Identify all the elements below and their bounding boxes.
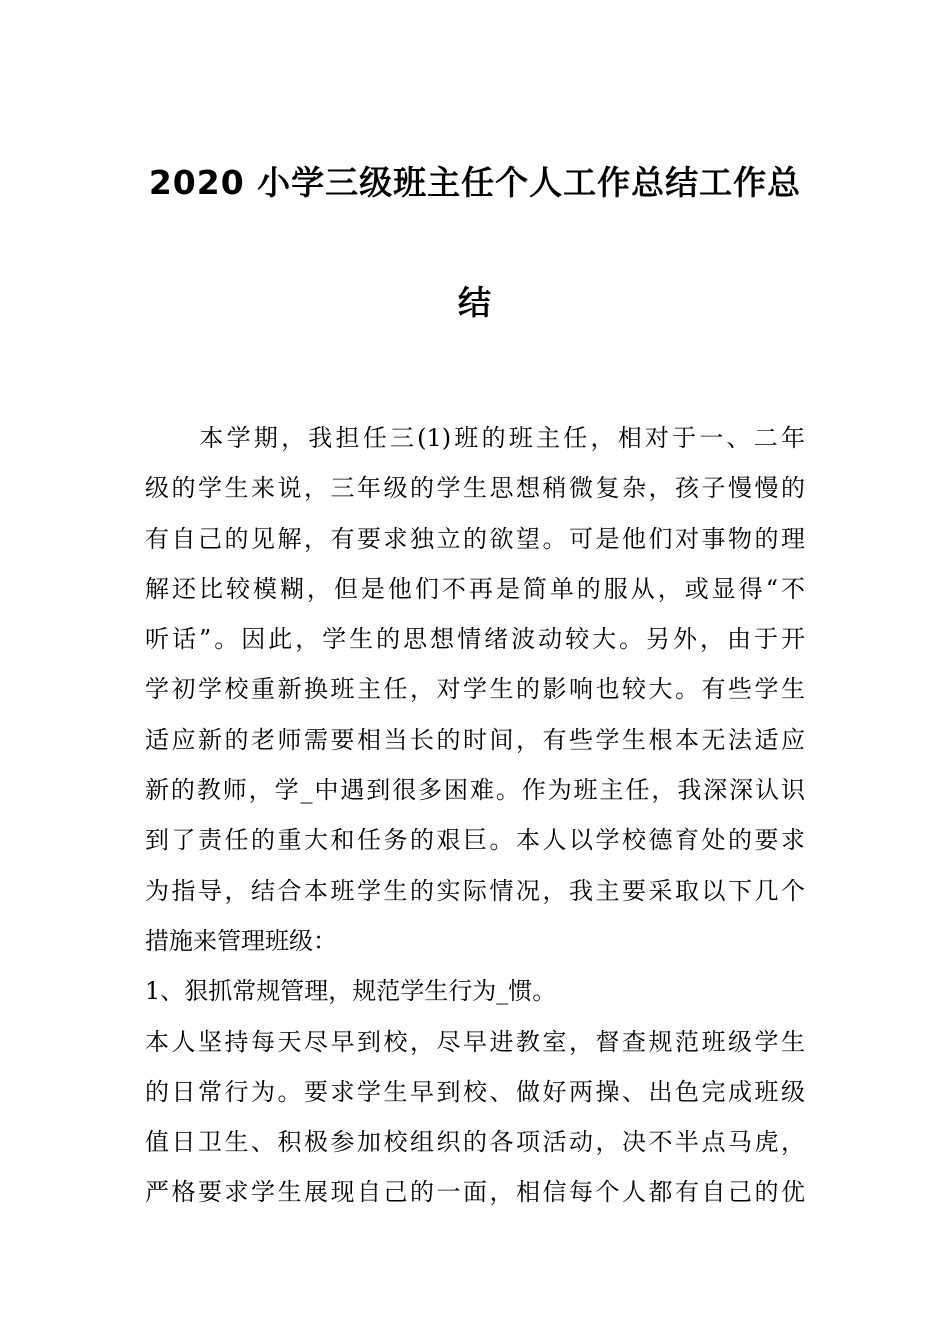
body-line: 本学期，我担任三(1)班的班主任，相对于一、二年 [145, 424, 805, 452]
document-body [145, 413, 805, 1218]
body-line: 本人坚持每天尽早到校，尽早进教室，督查规范班级学生 [145, 1027, 805, 1056]
body-line: 严格要求学生展现自己的一面，相信每个人都有自己的优 [145, 1178, 805, 1207]
body-line: 学初学校重新换班主任，对学生的影响也较大。有些学生 [145, 675, 805, 704]
body-line: 有自己的见解，有要求独立的欲望。可是他们对事物的理 [145, 524, 805, 553]
body-line: 适应新的老师需要相当长的时间，有些学生根本无法适应 [145, 725, 805, 754]
body-line: 的日常行为。要求学生早到校、做好两操、出色完成班级 [145, 1077, 805, 1106]
body-line: 到了责任的重大和任务的艰巨。本人以学校德育处的要求 [145, 826, 805, 855]
body-line: 解还比较模糊，但是他们不再是简单的服从，或显得“不 [145, 574, 805, 603]
body-line: 级的学生来说，三年级的学生思想稍微复杂，孩子慢慢的 [145, 474, 805, 503]
body-line: 新的教师，学_中遇到很多困难。作为班主任，我深深认识 [145, 776, 805, 805]
section-heading: 1、狠抓常规管理，规范学生行为_惯。 [145, 977, 557, 1006]
document-title-line-2: 结 [458, 283, 492, 322]
body-line: 值日卫生、积极参加校组织的各项活动，决不半点马虎， [145, 1128, 805, 1157]
body-line: 听话”。因此，学生的思想情绪波动较大。另外，由于开 [145, 625, 805, 654]
body-line: 为指导，结合本班学生的实际情况，我主要采取以下几个 [145, 876, 805, 905]
body-line: 措施来管理班级： [145, 926, 337, 955]
document-title-line-1: 2020 小学三级班主任个人工作总结工作总 [148, 163, 802, 202]
